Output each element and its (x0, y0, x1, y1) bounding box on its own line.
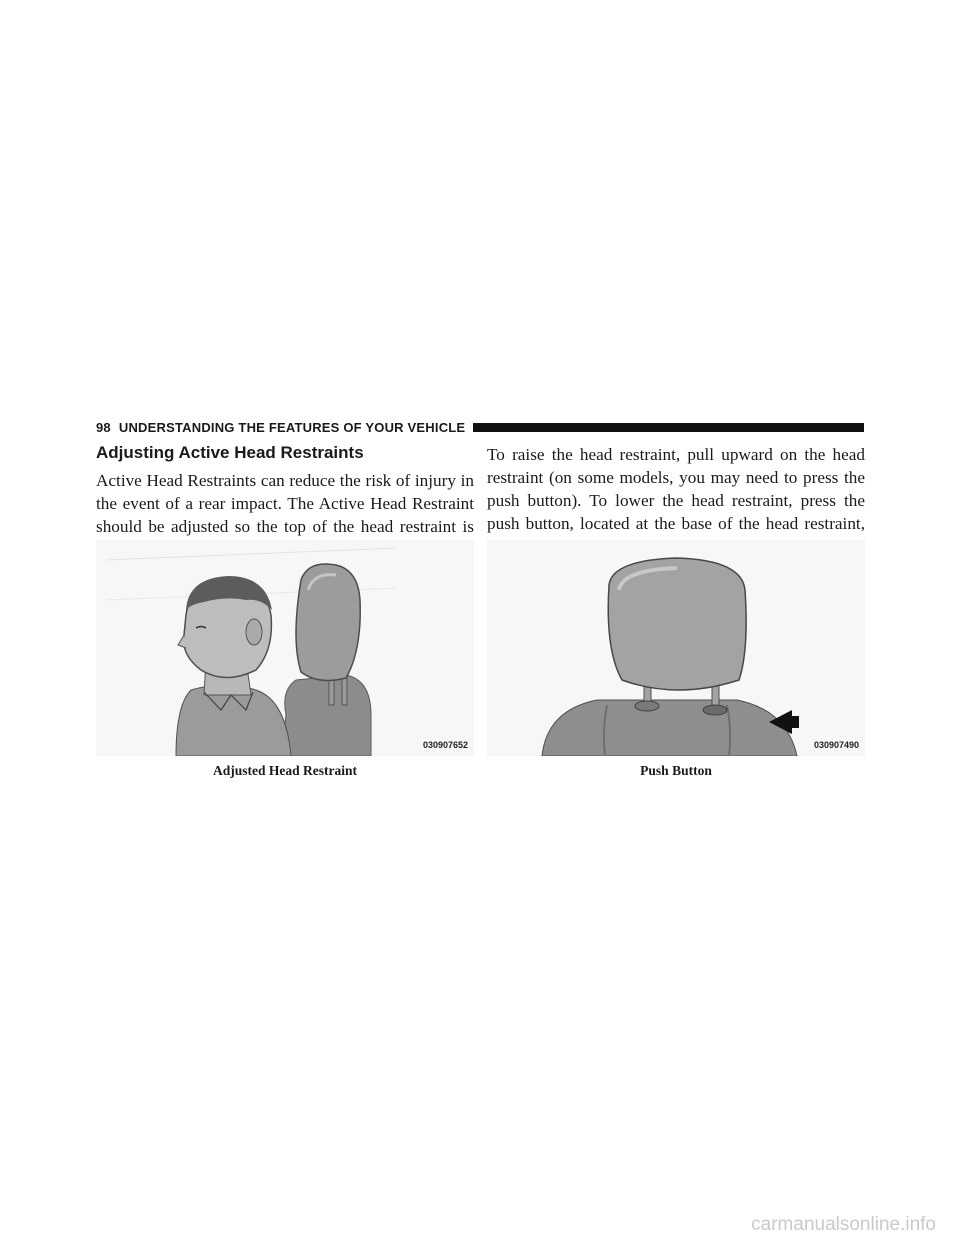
page-header (96, 416, 864, 438)
section-heading: Adjusting Active Head Restraints (96, 443, 364, 462)
adjusted-head-restraint-illustration (96, 540, 474, 756)
watermark: carmanualsonline.info (751, 1214, 936, 1235)
header-rule (473, 423, 864, 432)
right-paragraph: To raise the head restraint, pull upward on the head restraint (on some models, you may need to press the push button). To lower the head restraint, press the push button, located at the base of the head restraint, (487, 445, 865, 533)
figure-caption-left: Adjusted Head Restraint (213, 763, 357, 778)
left-paragraph: Active Head Restraints can reduce the risk of injury in the event of a rear impact. The Active Head Restraint should be adjusted so the top of the head restraint is (96, 471, 474, 536)
section-title: UNDERSTANDING THE FEATURES OF YOUR VEHICLE (118, 419, 466, 435)
figure-code: 030907490 (813, 740, 859, 750)
figure-code: 030907652 (422, 740, 468, 750)
page-number: 98 (96, 419, 111, 435)
push-button-illustration (487, 540, 865, 756)
figure-caption-right: Push Button (640, 763, 712, 778)
